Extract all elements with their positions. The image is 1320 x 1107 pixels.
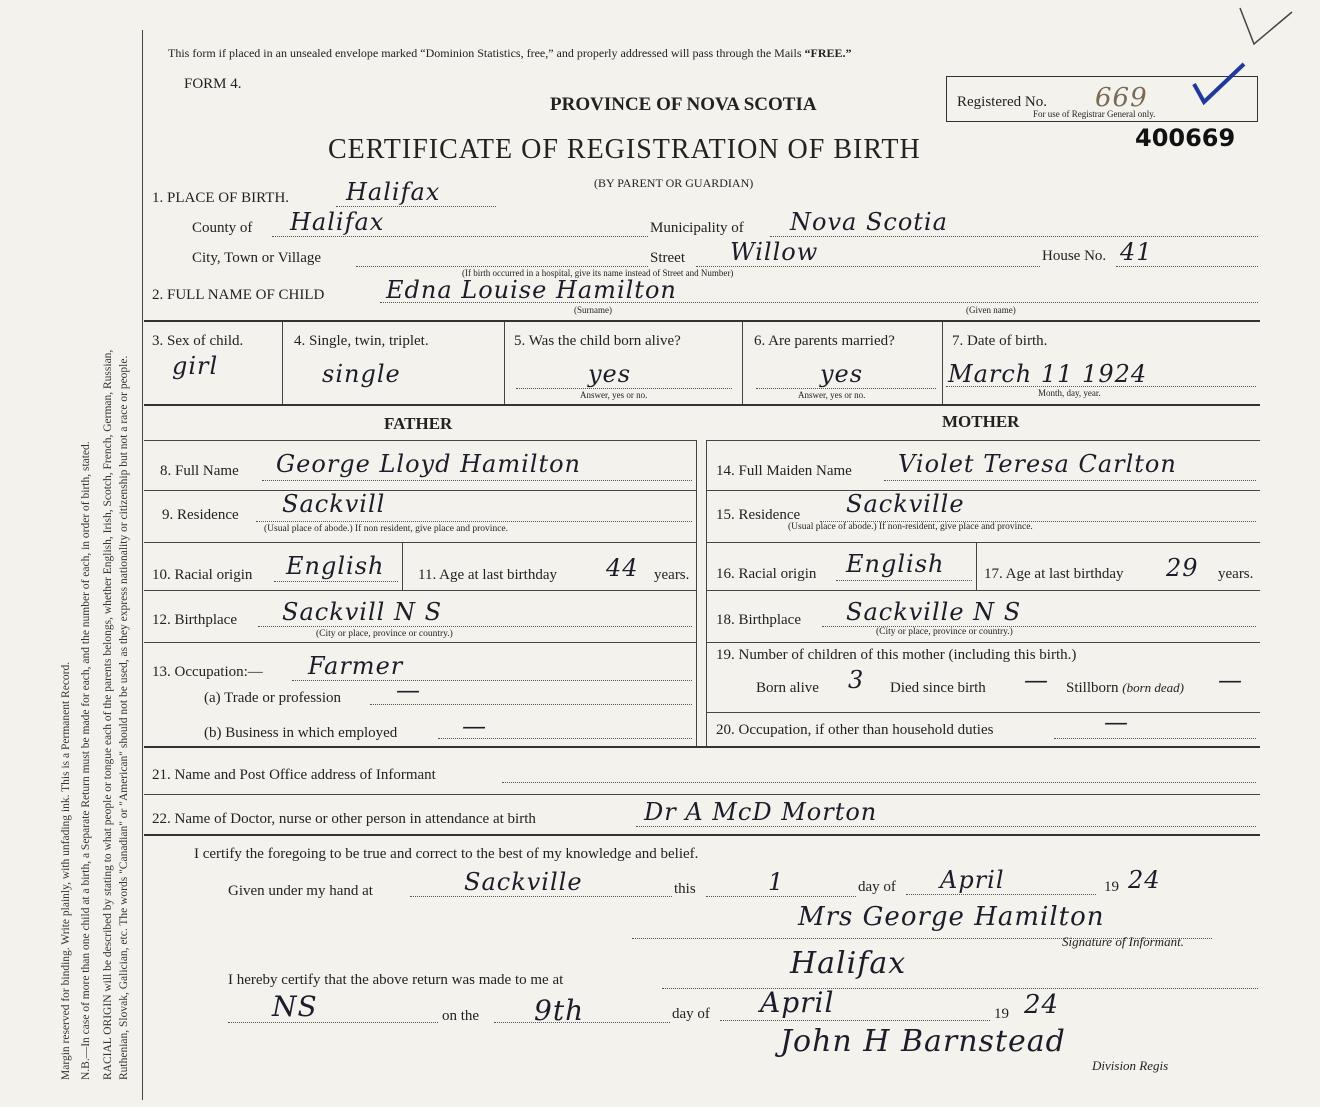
certify-text: I certify the foregoing to be true and correct to the best of my knowledge and belief. [194,846,699,862]
municipality-value: Nova Scotia [790,208,948,236]
alive-value: yes [588,360,632,388]
mother-years: years. [1218,566,1254,582]
division-registrar-label: Division Regis [1092,1058,1169,1073]
margin-rule [142,30,143,1100]
informant-signature-label: Signature of Informant. [1062,934,1184,949]
mother-birthplace-label: 18. Birthplace [716,612,801,628]
county-value: Halifax [290,208,385,236]
given-year: 24 [1128,866,1161,894]
registrar-year: 24 [1024,990,1060,1020]
margin-note-4: Ruthenian, Slovak, Galician, etc. The words "Canadian" or "American" should not be used, as they express nationality or citizenship but not a race or people. [118,355,130,1080]
margin-note-2: N.B.—In case of more than one child at a birth, a Separate Return must be made for each, and the number of each, in order of birth, stated. [80,441,92,1080]
mother-occupation-value: — [1104,708,1129,736]
on-the-label: on the [442,1008,480,1024]
father-trade-label: (a) Trade or profession [204,690,342,706]
child-name-label: 2. FULL NAME OF CHILD [152,287,325,303]
day-of-label-2: day of [672,1006,710,1022]
father-race-label: 10. Racial origin [152,567,253,583]
mother-heading: MOTHER [942,412,1020,431]
year-prefix: 19 [1104,879,1119,895]
surname-note: (Surname) [574,305,612,315]
father-age-label: 11. Age at last birthday [418,567,557,583]
born-alive-label: Born alive [756,680,819,696]
mother-residence-label: 15. Residence [716,507,801,523]
stillborn-note: (born dead) [1122,680,1185,695]
stillborn-value: — [1218,666,1243,694]
given-name-note: (Given name) [966,305,1016,315]
mother-occupation-label: 20. Occupation, if other than household duties [716,722,994,738]
mother-abode-note: (Usual place of abode.) If non-resident, give place and province. [788,522,1033,532]
mother-age-label: 17. Age at last birthday [984,566,1124,582]
married-note: Answer, yes or no. [798,390,866,400]
place-label: 1. PLACE OF BIRTH. [152,190,290,206]
city-label: City, Town or Village [192,250,322,266]
stamp-number: 400669 [1135,124,1236,152]
registrar-signature: John H Barnstead [780,1024,1066,1059]
registrar-year-prefix: 19 [994,1006,1009,1022]
registrar-note: For use of Registrar General only. [1033,109,1156,119]
margin-note-3: RACIAL ORIGIN will be described by stating to what people or tongue each of the parents belongs, whether English, Irish, Scotch, French, German, Russian, [102,349,114,1080]
mother-children-label: 19. Number of children of this mother (including this birth.) [716,647,1077,663]
registered-label: Registered No. [957,94,1047,110]
died-value: — [1024,666,1049,694]
father-abode-note: (Usual place of abode.) If non resident, give place and province. [264,524,508,534]
sex-label: 3. Sex of child. [152,333,244,349]
given-day: 1 [768,868,785,896]
died-label: Died since birth [890,680,986,696]
dob-note: Month, day, year. [1038,388,1101,398]
mother-city-note: (City or place, province or country.) [876,627,1013,637]
mail-notice-free: “FREE.” [804,46,852,60]
mother-residence-value: Sackville [846,490,965,518]
father-residence-value: Sackvill [282,490,386,518]
father-name-label: 8. Full Name [160,463,239,479]
dob-label: 7. Date of birth. [952,333,1048,349]
margin-note-1: Margin reserved for binding. Write plainly, with unfading ink. This is a Permanent Record. [60,661,72,1080]
plurality-label: 4. Single, twin, triplet. [294,333,429,349]
child-name-value: Edna Louise Hamilton [386,276,677,304]
sex-value: girl [172,352,219,380]
dob-value: March 11 1924 [948,360,1148,388]
father-years: years. [654,567,690,583]
given-month: April [940,866,1005,894]
registrar-month: April [760,986,835,1019]
registrar-day: 9th [534,994,585,1027]
province-heading: PROVINCE OF NOVA SCOTIA [550,94,817,115]
county-label: County of [192,220,253,236]
father-age-value: 44 [606,554,639,582]
married-label: 6. Are parents married? [754,333,895,349]
doctor-value: Dr A McD Morton [644,798,878,826]
pencil-mark-icon [1236,4,1296,48]
doctor-label: 22. Name of Doctor, nurse or other person in attendance at birth [152,811,536,827]
mother-age-value: 29 [1166,554,1199,582]
mother-name-label: 14. Full Maiden Name [716,463,852,479]
father-birthplace-value: Sackvill N S [282,598,443,626]
mail-notice-text: This form if placed in an unsealed envelope marked “Dominion Statistics, free,” and properly addressed will pass through the Mails [168,46,802,60]
registered-value: 669 [1095,83,1148,113]
mail-notice [168,46,852,61]
father-birthplace-label: 12. Birthplace [152,612,237,628]
alive-note: Answer, yes or no. [580,390,648,400]
father-occupation-label: 13. Occupation:— [152,664,263,680]
certificate-subtitle: (BY PARENT OR GUARDIAN) [594,176,754,190]
house-value: 41 [1120,238,1153,266]
informant-label: 21. Name and Post Office address of Informant [152,767,436,783]
plurality-value: single [322,360,401,388]
place-value: Halifax [346,178,441,206]
check-mark-icon [1190,60,1250,110]
registrar-place: Halifax [790,946,907,981]
father-name-value: George Lloyd Hamilton [276,450,582,478]
stillborn-label [1066,680,1184,697]
street-label: Street [650,250,685,266]
mother-race-value: English [846,550,945,578]
registrar-place-province: NS [272,990,318,1023]
mother-birthplace-value: Sackville N S [846,598,1022,626]
alive-label: 5. Was the child born alive? [514,333,681,349]
hospital-note: (If birth occurred in a hospital, give its name instead of Street and Number) [462,268,734,278]
registrar-certify-text: I hereby certify that the above return was made to me at [228,972,564,988]
given-label: Given under my hand at [228,883,373,899]
father-heading: FATHER [384,414,453,433]
certificate-title: CERTIFICATE OF REGISTRATION OF BIRTH [328,134,921,165]
street-value: Willow [730,238,819,266]
mother-name-value: Violet Teresa Carlton [898,450,1177,478]
born-alive-value: 3 [848,666,865,694]
father-trade-value: — [396,676,421,704]
father-race-value: English [286,552,385,580]
day-of-label: day of [858,879,896,895]
this-label: this [674,881,696,897]
municipality-label: Municipality of [650,220,744,236]
father-city-note: (City or place, province or country.) [316,629,453,639]
father-residence-label: 9. Residence [162,507,239,523]
father-occupation-value: Farmer [308,652,404,680]
stillborn-label-text: Stillborn [1066,680,1119,696]
father-business-label: (b) Business in which employed [204,725,398,741]
given-place: Sackville [464,868,583,896]
informant-signature: Mrs George Hamilton [798,902,1105,932]
mother-race-label: 16. Racial origin [716,566,817,582]
married-value: yes [820,360,864,388]
house-label: House No. [1042,248,1107,264]
margin-notes [0,0,142,1107]
father-business-value: — [462,712,487,740]
form-number: FORM 4. [184,76,242,92]
